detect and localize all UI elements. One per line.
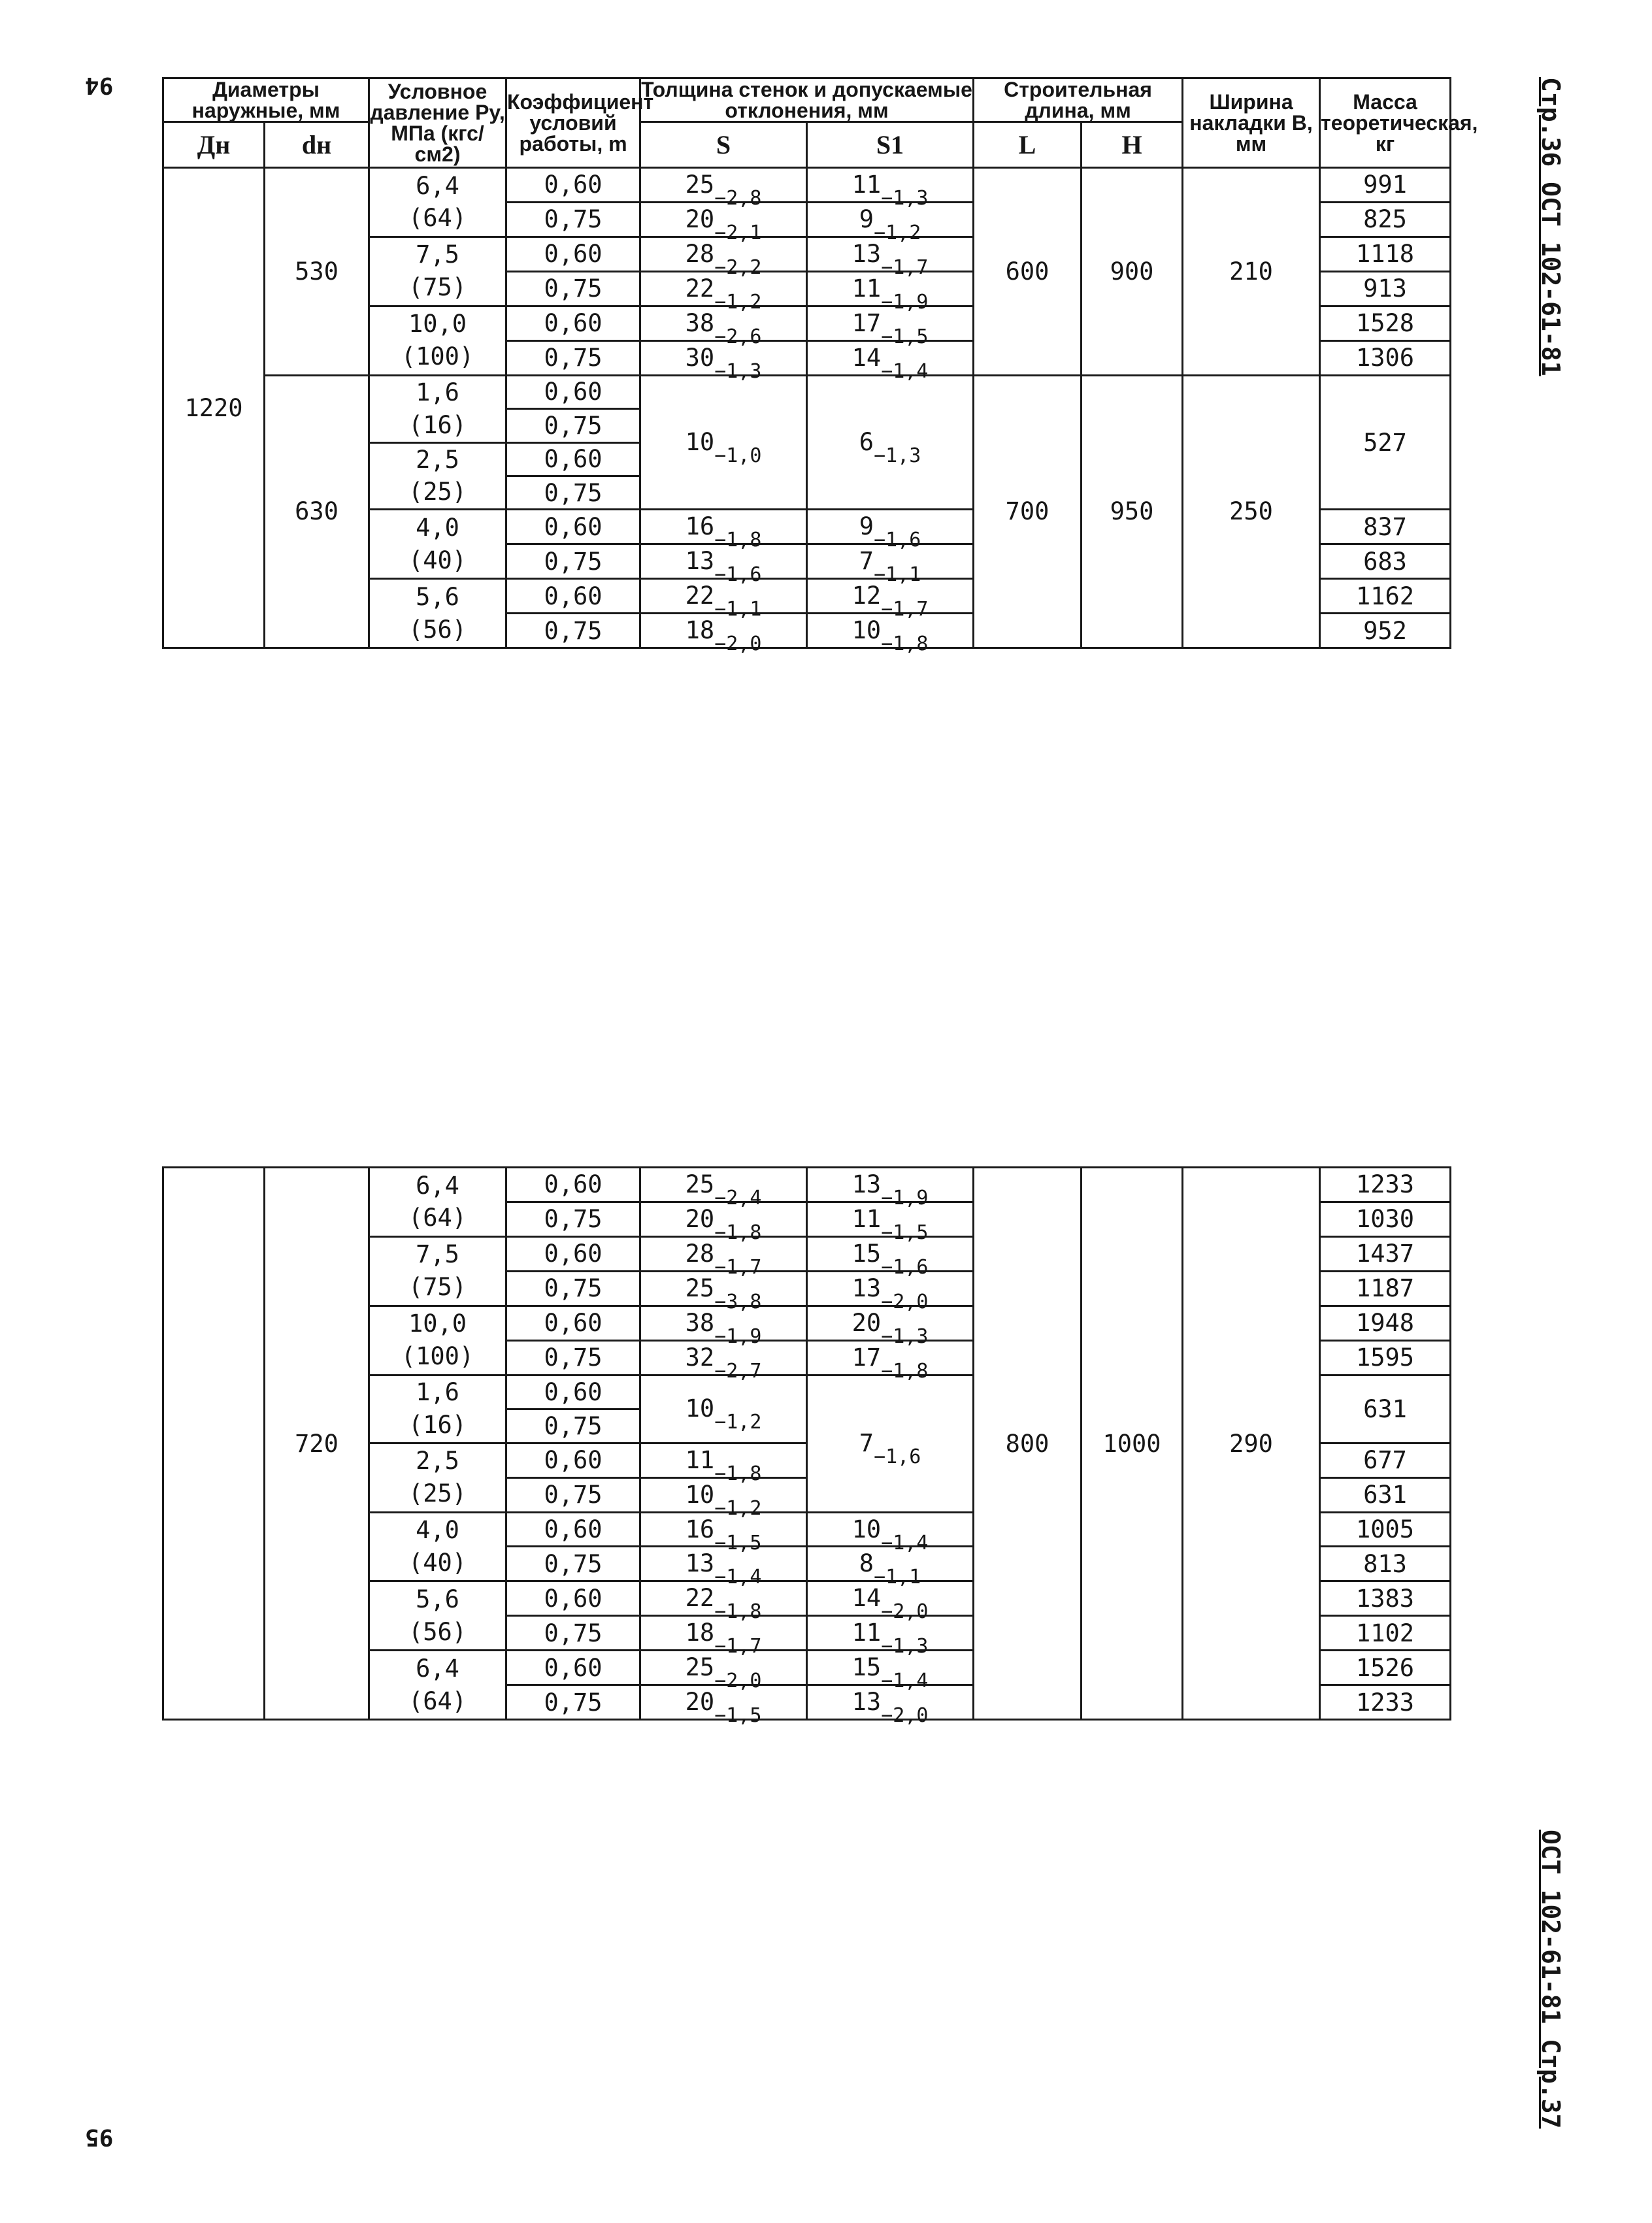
pressure-cell-kgf: (75) — [408, 273, 467, 302]
thickness-s-tolerance: −1,8 — [714, 529, 762, 552]
pressure-cell-mpa: 5,6 — [416, 582, 459, 611]
thickness-s1-tolerance: −1,8 — [881, 633, 929, 656]
pressure-cell — [369, 442, 506, 510]
length-H: 900 — [1082, 168, 1183, 376]
side-label-top: Стр.36 ОСТ 102-61-81 — [1536, 77, 1565, 376]
thickness-s1-tolerance: −1,3 — [881, 1325, 929, 1348]
thickness-s-value: 18 — [685, 1619, 715, 1647]
mass-cell: 1187 — [1320, 1271, 1451, 1306]
thickness-s-value: 10 — [685, 1480, 715, 1509]
pressure-cell — [369, 579, 506, 648]
table-row — [163, 168, 1451, 203]
mass-cell: 677 — [1320, 1443, 1451, 1477]
mass-cell: 527 — [1320, 375, 1451, 510]
thickness-s-tolerance: −2,0 — [714, 1670, 762, 1693]
coef-cell: 0,60 — [506, 1306, 640, 1340]
header-row — [163, 78, 1451, 122]
thickness-s-value: 22 — [685, 582, 715, 610]
thickness-s-tolerance: −1,2 — [714, 290, 762, 314]
mass-cell: 1233 — [1320, 1168, 1451, 1202]
thickness-s-value: 13 — [685, 547, 715, 576]
thickness-s-tolerance: −2,7 — [714, 1359, 762, 1383]
length-H: 1000 — [1082, 1168, 1183, 1720]
header-diameters: Диаметры наружные, мм — [163, 78, 369, 122]
pressure-cell-mpa: 7,5 — [416, 1240, 459, 1269]
pressure-cell-kgf: (56) — [408, 615, 467, 644]
pipe-table-lower — [162, 1166, 1451, 1728]
thickness-s1-value: 9 — [859, 512, 874, 541]
thickness-s1-value: 13 — [851, 239, 882, 268]
thickness-s-tolerance: −1,8 — [714, 1221, 762, 1244]
thickness-s1 — [807, 510, 974, 552]
coef-cell: 0,75 — [506, 1340, 640, 1375]
thickness-s1-value: 17 — [851, 1343, 882, 1372]
thickness-s-value: 11 — [685, 1445, 715, 1474]
pressure-cell — [369, 1651, 506, 1720]
side-label-bottom: ОСТ 102-61-81 Стр.37 — [1536, 1830, 1565, 2129]
header-length: Строительная длина, мм — [974, 78, 1183, 122]
thickness-s1-value: 13 — [851, 1274, 882, 1302]
thickness-s1-value: 8 — [859, 1549, 874, 1578]
thickness-s-tolerance: −1,2 — [714, 1411, 762, 1434]
pressure-cell-mpa: 1,6 — [416, 378, 459, 406]
mass-cell: 683 — [1320, 544, 1451, 579]
thickness-s — [640, 510, 807, 552]
coef-cell: 0,60 — [506, 168, 640, 203]
coef-cell: 0,75 — [506, 476, 640, 509]
pressure-cell-kgf: (56) — [408, 1617, 467, 1646]
pressure-cell-kgf: (16) — [408, 410, 467, 439]
header-S1: S1 — [807, 122, 974, 168]
coef-cell: 0,60 — [506, 1512, 640, 1547]
pressure-cell — [369, 1168, 506, 1237]
coef-cell: 0,75 — [506, 1547, 640, 1581]
thickness-s1-value: 11 — [851, 171, 882, 199]
thickness-s-tolerance: −2,8 — [714, 187, 762, 210]
thickness-s1-tolerance: −1,7 — [881, 598, 929, 621]
thickness-s1-tolerance: −1,1 — [874, 563, 921, 587]
coef-cell: 0,60 — [506, 237, 640, 271]
thickness-s-value: 25 — [685, 1274, 715, 1302]
mass-cell: 952 — [1320, 614, 1451, 648]
mass-cell: 1102 — [1320, 1616, 1451, 1651]
Dn-value: 1220 — [163, 168, 265, 648]
header-H: H — [1082, 122, 1183, 168]
mass-cell: 1030 — [1320, 1202, 1451, 1236]
coef-cell: 0,75 — [506, 202, 640, 237]
thickness-s1-tolerance: −2,0 — [881, 1600, 929, 1624]
pressure-cell-kgf: (100) — [401, 342, 474, 371]
thickness-s-value: 25 — [685, 1170, 715, 1198]
header-pressure: Условное давление Py, МПа (кгс/см2) — [369, 78, 506, 168]
length-L: 600 — [974, 168, 1082, 376]
pressure-cell — [369, 1375, 506, 1443]
left-page-number: 94 — [85, 72, 114, 99]
pressure-cell — [369, 237, 506, 306]
thickness-s1-value: 14 — [851, 1584, 882, 1613]
thickness-s1 — [807, 375, 974, 510]
pressure-cell-mpa: 7,5 — [416, 240, 459, 269]
thickness-s-tolerance: −2,1 — [714, 221, 762, 244]
thickness-s-tolerance: −1,1 — [714, 598, 762, 621]
thickness-s-value: 16 — [685, 1515, 715, 1543]
thickness-s1-value: 17 — [851, 308, 882, 337]
coef-cell: 0,60 — [506, 1443, 640, 1477]
thickness-s1-value: 14 — [851, 343, 882, 372]
thickness-s — [640, 168, 807, 210]
thickness-s1-value: 6 — [859, 428, 874, 457]
coef-cell: 0,60 — [506, 442, 640, 476]
mass-cell: 913 — [1320, 271, 1451, 306]
pressure-cell-mpa: 2,5 — [416, 1447, 459, 1475]
table-row — [163, 1168, 1451, 1202]
pressure-cell — [369, 1306, 506, 1375]
dn-value: 530 — [265, 168, 369, 376]
width-B: 290 — [1183, 1168, 1320, 1720]
pressure-cell-mpa: 6,4 — [416, 1171, 459, 1200]
mass-cell: 1306 — [1320, 340, 1451, 375]
pressure-cell-mpa: 1,6 — [416, 1378, 459, 1407]
pressure-cell-mpa: 5,6 — [416, 1585, 459, 1613]
mass-cell: 1528 — [1320, 306, 1451, 340]
pressure-cell — [369, 306, 506, 375]
mass-cell: 631 — [1320, 1375, 1451, 1443]
thickness-s1-value: 7 — [859, 547, 874, 576]
pressure-cell-kgf: (64) — [408, 204, 467, 233]
table-body-lower — [163, 1168, 1451, 1728]
length-H: 950 — [1082, 375, 1183, 648]
thickness-s-tolerance: −1,3 — [714, 359, 762, 383]
mass-cell: 1526 — [1320, 1651, 1451, 1685]
mass-cell: 991 — [1320, 168, 1451, 203]
thickness-s-tolerance: −1,8 — [714, 1462, 762, 1485]
thickness-s-value: 20 — [685, 1688, 715, 1717]
thickness-s1 — [807, 1512, 974, 1555]
pressure-cell-kgf: (25) — [408, 478, 467, 506]
thickness-s-tolerance: −2,0 — [714, 633, 762, 656]
pressure-cell-kgf: (100) — [401, 1342, 474, 1371]
coef-cell: 0,60 — [506, 1236, 640, 1271]
thickness-s-tolerance: −1,7 — [714, 1255, 762, 1279]
pressure-cell — [369, 1581, 506, 1651]
coef-cell: 0,60 — [506, 375, 640, 408]
thickness-s — [640, 375, 807, 510]
header-Dn: Дн — [163, 122, 265, 168]
thickness-s1-tolerance: −1,6 — [881, 1255, 929, 1279]
coef-cell: 0,75 — [506, 1409, 640, 1443]
table-body-upper — [163, 168, 1451, 656]
thickness-s1-tolerance: −1,4 — [881, 1670, 929, 1693]
thickness-s1-value: 20 — [851, 1308, 882, 1337]
thickness-s-value: 32 — [685, 1343, 715, 1372]
thickness-s-tolerance: −1,7 — [714, 1635, 762, 1658]
coef-cell: 0,75 — [506, 544, 640, 579]
thickness-s1-tolerance: −1,9 — [881, 290, 929, 314]
thickness-s1-value: 15 — [851, 1239, 882, 1268]
pressure-cell-kgf: (16) — [408, 1411, 467, 1440]
thickness-s1-tolerance: −1,5 — [881, 1221, 929, 1244]
coef-cell: 0,75 — [506, 1685, 640, 1720]
coef-cell: 0,60 — [506, 510, 640, 544]
thickness-s-tolerance: −2,2 — [714, 255, 762, 279]
header-thickness: Толщина стенок и допускаемые отклонения, мм — [641, 78, 972, 122]
pressure-cell-mpa: 2,5 — [416, 445, 459, 474]
thickness-s1-tolerance: −2,0 — [881, 1704, 929, 1728]
thickness-s-tolerance: −1,0 — [714, 444, 762, 468]
thickness-s1-tolerance: −1,3 — [881, 1635, 929, 1658]
thickness-s1-value: 7 — [859, 1429, 874, 1458]
thickness-s-tolerance: −1,4 — [714, 1566, 762, 1589]
mass-cell: 1162 — [1320, 579, 1451, 614]
thickness-s-value: 18 — [685, 616, 715, 645]
thickness-s1-tolerance: −1,3 — [881, 187, 929, 210]
mass-cell: 1005 — [1320, 1512, 1451, 1547]
thickness-s-value: 20 — [685, 1204, 715, 1233]
coef-cell: 0,60 — [506, 1651, 640, 1685]
coef-cell: 0,75 — [506, 614, 640, 648]
table-row — [163, 375, 1451, 408]
coef-cell: 0,60 — [506, 306, 640, 340]
pressure-cell-kgf: (75) — [408, 1273, 467, 1302]
thickness-s1-tolerance: −1,8 — [881, 1359, 929, 1383]
thickness-s-value: 25 — [685, 1653, 715, 1682]
header-L: L — [974, 122, 1082, 168]
header-mass: Масса теоретическая, кг — [1320, 78, 1451, 168]
pressure-cell-kgf: (64) — [408, 1687, 467, 1715]
pressure-cell — [369, 510, 506, 579]
coef-cell: 0,75 — [506, 1477, 640, 1512]
pressure-cell — [369, 168, 506, 237]
thickness-s1-tolerance: −2,0 — [881, 1290, 929, 1313]
mass-cell: 1948 — [1320, 1306, 1451, 1340]
pressure-cell-mpa: 10,0 — [408, 310, 467, 338]
thickness-s1 — [807, 168, 974, 210]
mass-cell: 631 — [1320, 1477, 1451, 1512]
thickness-s1-tolerance: −1,7 — [881, 255, 929, 279]
thickness-s — [640, 1168, 807, 1210]
thickness-s-value: 22 — [685, 274, 715, 303]
mass-cell: 813 — [1320, 1547, 1451, 1581]
thickness-s1-tolerance: −1,6 — [874, 1445, 921, 1469]
dn-value: 630 — [265, 375, 369, 648]
thickness-s1 — [807, 1375, 974, 1512]
thickness-s-tolerance: −1,5 — [714, 1531, 762, 1555]
pipe-table-upper — [162, 77, 1478, 656]
thickness-s-tolerance: −1,9 — [714, 1325, 762, 1348]
thickness-s1-value: 15 — [851, 1653, 882, 1682]
thickness-s-tolerance: −2,4 — [714, 1187, 762, 1210]
length-L: 800 — [974, 1168, 1082, 1720]
thickness-s1-value: 12 — [851, 582, 882, 610]
thickness-s-tolerance: −1,5 — [714, 1704, 762, 1728]
thickness-s1-value: 11 — [851, 274, 882, 303]
thickness-s1-value: 13 — [851, 1688, 882, 1717]
thickness-s1-value: 13 — [851, 1170, 882, 1198]
right-page-number: 95 — [85, 2124, 114, 2150]
thickness-s1-tolerance: −1,4 — [881, 359, 929, 383]
thickness-s-value: 30 — [685, 343, 715, 372]
thickness-s-value: 16 — [685, 512, 715, 541]
pressure-cell-kgf: (64) — [408, 1204, 467, 1232]
pressure-cell-kgf: (25) — [408, 1479, 467, 1508]
mass-cell: 825 — [1320, 202, 1451, 237]
width-B: 210 — [1183, 168, 1320, 376]
pressure-cell-kgf: (40) — [408, 546, 467, 574]
coef-cell: 0,75 — [506, 1616, 640, 1651]
thickness-s1-tolerance: −1,2 — [874, 221, 921, 244]
thickness-s — [640, 1375, 807, 1443]
thickness-s1 — [807, 1168, 974, 1210]
pressure-cell — [369, 375, 506, 442]
thickness-s — [640, 1443, 807, 1485]
coef-cell: 0,60 — [506, 1375, 640, 1409]
thickness-s-value: 20 — [685, 205, 715, 233]
thickness-s1-value: 10 — [851, 1515, 882, 1543]
thickness-s-value: 28 — [685, 1239, 715, 1268]
thickness-s-tolerance: −1,8 — [714, 1600, 762, 1624]
coef-cell: 0,60 — [506, 1581, 640, 1616]
pressure-cell-kgf: (40) — [408, 1548, 467, 1577]
thickness-s1-tolerance: −1,4 — [881, 1531, 929, 1555]
thickness-s-value: 38 — [685, 1308, 715, 1337]
thickness-s1-value: 9 — [859, 205, 874, 233]
pressure-cell-mpa: 6,4 — [416, 1654, 459, 1683]
header-dn: dн — [265, 122, 369, 168]
thickness-s-value: 10 — [685, 428, 715, 457]
coef-cell: 0,75 — [506, 340, 640, 375]
coef-cell: 0,60 — [506, 1168, 640, 1202]
thickness-s-value: 22 — [685, 1584, 715, 1613]
pressure-cell — [369, 1443, 506, 1512]
pressure-cell — [369, 1512, 506, 1581]
thickness-s-value: 25 — [685, 171, 715, 199]
coef-cell: 0,75 — [506, 409, 640, 442]
thickness-s-tolerance: −2,6 — [714, 325, 762, 348]
thickness-s1-tolerance: −1,6 — [874, 529, 921, 552]
pressure-cell — [369, 1236, 506, 1306]
mass-cell: 1383 — [1320, 1581, 1451, 1616]
coef-cell: 0,75 — [506, 1271, 640, 1306]
mass-cell: 837 — [1320, 510, 1451, 544]
length-L: 700 — [974, 375, 1082, 648]
pressure-cell-mpa: 4,0 — [416, 513, 459, 542]
thickness-s1-value: 10 — [851, 616, 882, 645]
thickness-s1-tolerance: −1,1 — [874, 1566, 921, 1589]
thickness-s-value: 13 — [685, 1549, 715, 1578]
width-B: 250 — [1183, 375, 1320, 648]
mass-cell: 1118 — [1320, 237, 1451, 271]
thickness-s-tolerance: −1,6 — [714, 563, 762, 587]
coef-cell: 0,60 — [506, 579, 640, 614]
thickness-s1-tolerance: −1,5 — [881, 325, 929, 348]
dn-value: 720 — [265, 1168, 369, 1720]
Dn-empty — [163, 1168, 265, 1720]
header-S: S — [640, 122, 807, 168]
pressure-cell-mpa: 10,0 — [408, 1309, 467, 1338]
mass-cell: 1595 — [1320, 1340, 1451, 1375]
coef-cell: 0,75 — [506, 1202, 640, 1236]
thickness-s-value: 28 — [685, 239, 715, 268]
thickness-s1-value: 11 — [851, 1619, 882, 1647]
header-width: Ширина накладки B, мм — [1183, 78, 1320, 168]
thickness-s-tolerance: −3,8 — [714, 1290, 762, 1313]
pressure-cell-mpa: 6,4 — [416, 171, 459, 200]
pressure-cell-mpa: 4,0 — [416, 1516, 459, 1544]
mass-cell: 1437 — [1320, 1236, 1451, 1271]
mass-cell: 1233 — [1320, 1685, 1451, 1720]
thickness-s-tolerance: −1,2 — [714, 1496, 762, 1520]
thickness-s1-tolerance: −1,3 — [874, 444, 921, 468]
coef-cell: 0,75 — [506, 271, 640, 306]
thickness-s1-value: 11 — [851, 1204, 882, 1233]
thickness-s-value: 38 — [685, 308, 715, 337]
thickness-s1-tolerance: −1,9 — [881, 1187, 929, 1210]
thickness-s-value: 10 — [685, 1394, 715, 1423]
header-coef: Коэффициент условий работы, m — [506, 78, 640, 168]
